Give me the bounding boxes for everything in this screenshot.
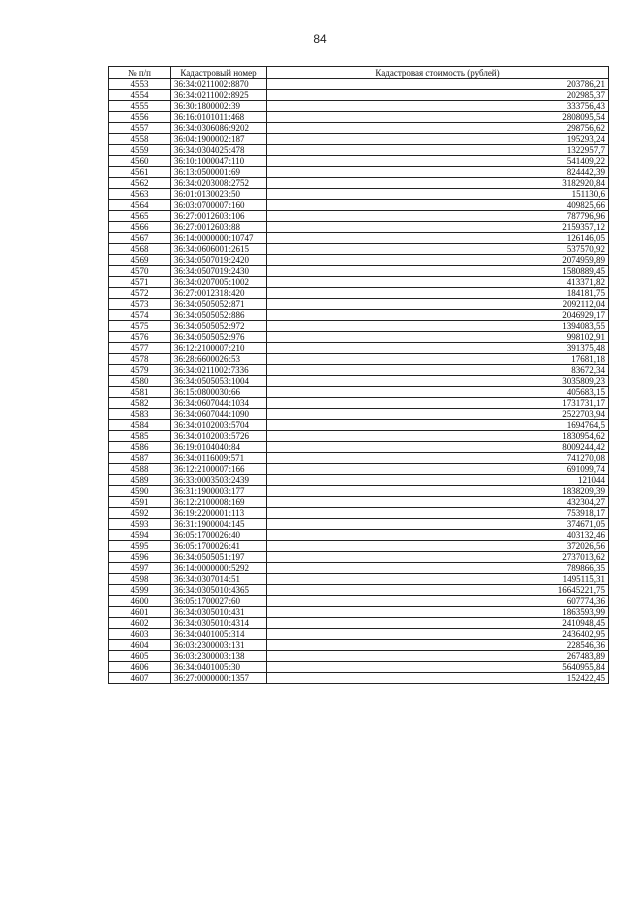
row-index: 4574	[109, 310, 171, 321]
table-row	[109, 343, 609, 354]
row-index: 4583	[109, 409, 171, 420]
cadastral-number: 36:03:0700007:160	[171, 200, 267, 211]
cadastral-number: 36:14:0000000:10747	[171, 233, 267, 244]
row-index: 4606	[109, 662, 171, 673]
row-index: 4586	[109, 442, 171, 453]
table-row	[109, 497, 609, 508]
cadastral-value: 787796,96	[267, 211, 609, 222]
table-row	[109, 266, 609, 277]
cadastral-value-table	[108, 66, 609, 684]
cadastral-number: 36:34:0211002:8870	[171, 79, 267, 90]
table-row	[109, 640, 609, 651]
cadastral-value: 1495115,31	[267, 574, 609, 585]
row-index: 4570	[109, 266, 171, 277]
cadastral-value: 409825,66	[267, 200, 609, 211]
row-index: 4597	[109, 563, 171, 574]
cadastral-number: 36:34:0305010:4365	[171, 585, 267, 596]
cadastral-value: 413371,82	[267, 277, 609, 288]
row-index: 4563	[109, 189, 171, 200]
cadastral-number: 36:05:1700026:41	[171, 541, 267, 552]
cadastral-number: 36:34:0304025:478	[171, 145, 267, 156]
table-row	[109, 519, 609, 530]
row-index: 4559	[109, 145, 171, 156]
cadastral-number: 36:14:0000000:5292	[171, 563, 267, 574]
cadastral-value: 998102,91	[267, 332, 609, 343]
table-row	[109, 420, 609, 431]
cadastral-value: 202985,37	[267, 90, 609, 101]
table-row	[109, 365, 609, 376]
row-index: 4580	[109, 376, 171, 387]
row-index: 4568	[109, 244, 171, 255]
cadastral-number: 36:28:6600026:53	[171, 354, 267, 365]
cadastral-number: 36:34:0505052:972	[171, 321, 267, 332]
row-index: 4582	[109, 398, 171, 409]
cadastral-number: 36:31:1900004:145	[171, 519, 267, 530]
row-index: 4555	[109, 101, 171, 112]
cadastral-value: 2522703,94	[267, 409, 609, 420]
row-index: 4595	[109, 541, 171, 552]
cadastral-value: 1580889,45	[267, 266, 609, 277]
table-row	[109, 596, 609, 607]
cadastral-value: 537570,92	[267, 244, 609, 255]
cadastral-value: 403132,46	[267, 530, 609, 541]
row-index: 4560	[109, 156, 171, 167]
cadastral-number: 36:34:0505052:976	[171, 332, 267, 343]
cadastral-value: 1830954,62	[267, 431, 609, 442]
cadastral-value: 824442,39	[267, 167, 609, 178]
cadastral-number: 36:04:1900002:187	[171, 134, 267, 145]
row-index: 4562	[109, 178, 171, 189]
cadastral-value: 2046929,17	[267, 310, 609, 321]
cadastral-number: 36:19:2200001:113	[171, 508, 267, 519]
cadastral-value: 741270,08	[267, 453, 609, 464]
cadastral-number: 36:34:0305010:4314	[171, 618, 267, 629]
table-row	[109, 134, 609, 145]
cadastral-number: 36:30:1800002:39	[171, 101, 267, 112]
cadastral-number: 36:31:1900003:177	[171, 486, 267, 497]
cadastral-number: 36:34:0207005:1002	[171, 277, 267, 288]
row-index: 4599	[109, 585, 171, 596]
cadastral-value: 8009244,42	[267, 442, 609, 453]
cadastral-value: 3035809,23	[267, 376, 609, 387]
row-index: 4585	[109, 431, 171, 442]
row-index: 4558	[109, 134, 171, 145]
cadastral-number: 36:16:0101011:468	[171, 112, 267, 123]
cadastral-number: 36:34:0305010:431	[171, 607, 267, 618]
table-row	[109, 299, 609, 310]
table-row	[109, 475, 609, 486]
row-index: 4572	[109, 288, 171, 299]
row-index: 4569	[109, 255, 171, 266]
row-index: 4577	[109, 343, 171, 354]
cadastral-number: 36:03:2300003:131	[171, 640, 267, 651]
row-index: 4573	[109, 299, 171, 310]
cadastral-value: 374671,05	[267, 519, 609, 530]
row-index: 4554	[109, 90, 171, 101]
cadastral-number: 36:34:0607044:1090	[171, 409, 267, 420]
table-row	[109, 178, 609, 189]
table-row	[109, 123, 609, 134]
table-row	[109, 200, 609, 211]
cadastral-value: 152422,45	[267, 673, 609, 684]
cadastral-value: 391375,48	[267, 343, 609, 354]
cadastral-number: 36:10:1000047:110	[171, 156, 267, 167]
cadastral-number: 36:03:2300003:138	[171, 651, 267, 662]
cadastral-value: 267483,89	[267, 651, 609, 662]
cadastral-number: 36:15:0800030:66	[171, 387, 267, 398]
row-index: 4590	[109, 486, 171, 497]
row-index: 4598	[109, 574, 171, 585]
table-body	[109, 79, 609, 684]
cadastral-number: 36:19:0104040:84	[171, 442, 267, 453]
row-index: 4592	[109, 508, 171, 519]
cadastral-number: 36:33:0003503:2439	[171, 475, 267, 486]
header-index: № п/п	[109, 67, 171, 79]
cadastral-number: 36:34:0606001:2615	[171, 244, 267, 255]
table-header	[109, 67, 609, 79]
row-index: 4596	[109, 552, 171, 563]
table-row	[109, 541, 609, 552]
table-row	[109, 101, 609, 112]
row-index: 4575	[109, 321, 171, 332]
cadastral-value: 16645221,75	[267, 585, 609, 596]
table-row	[109, 255, 609, 266]
header-cadastral-value: Кадастровая стоимость (рублей)	[267, 67, 609, 79]
table-row	[109, 332, 609, 343]
cadastral-number: 36:34:0211002:8925	[171, 90, 267, 101]
table-row	[109, 574, 609, 585]
row-index: 4566	[109, 222, 171, 233]
row-index: 4587	[109, 453, 171, 464]
row-index: 4578	[109, 354, 171, 365]
table-row	[109, 222, 609, 233]
row-index: 4607	[109, 673, 171, 684]
table-row	[109, 673, 609, 684]
cadastral-value: 405683,15	[267, 387, 609, 398]
table-row	[109, 629, 609, 640]
table-row	[109, 277, 609, 288]
cadastral-value: 2808095,54	[267, 112, 609, 123]
table-row	[109, 112, 609, 123]
table-row	[109, 310, 609, 321]
row-index: 4591	[109, 497, 171, 508]
cadastral-value: 2737013,62	[267, 552, 609, 563]
cadastral-number: 36:34:0307014:51	[171, 574, 267, 585]
cadastral-number: 36:34:0505052:886	[171, 310, 267, 321]
cadastral-number: 36:34:0505053:1004	[171, 376, 267, 387]
row-index: 4571	[109, 277, 171, 288]
cadastral-value: 607774,36	[267, 596, 609, 607]
table-row	[109, 398, 609, 409]
cadastral-value: 2092112,04	[267, 299, 609, 310]
cadastral-number: 36:34:0116009:571	[171, 453, 267, 464]
cadastral-value: 121044	[267, 475, 609, 486]
table-row	[109, 90, 609, 101]
row-index: 4556	[109, 112, 171, 123]
row-index: 4588	[109, 464, 171, 475]
cadastral-value: 2436402,95	[267, 629, 609, 640]
cadastral-value: 83672,34	[267, 365, 609, 376]
cadastral-value: 184181,75	[267, 288, 609, 299]
cadastral-value: 5640955,84	[267, 662, 609, 673]
row-index: 4576	[109, 332, 171, 343]
cadastral-number: 36:34:0507019:2430	[171, 266, 267, 277]
cadastral-value: 1694764,5	[267, 420, 609, 431]
cadastral-value: 298756,62	[267, 123, 609, 134]
cadastral-number: 36:34:0211002:7336	[171, 365, 267, 376]
row-index: 4605	[109, 651, 171, 662]
table-row	[109, 354, 609, 365]
table-row	[109, 607, 609, 618]
table-row	[109, 145, 609, 156]
cadastral-value: 126146,05	[267, 233, 609, 244]
cadastral-value: 372026,56	[267, 541, 609, 552]
cadastral-number: 36:13:0500001:69	[171, 167, 267, 178]
row-index: 4589	[109, 475, 171, 486]
table-row	[109, 552, 609, 563]
cadastral-number: 36:34:0505052:871	[171, 299, 267, 310]
table-row	[109, 288, 609, 299]
cadastral-value: 432304,27	[267, 497, 609, 508]
row-index: 4603	[109, 629, 171, 640]
cadastral-number: 36:01:0130023:50	[171, 189, 267, 200]
cadastral-value: 1838209,39	[267, 486, 609, 497]
row-index: 4564	[109, 200, 171, 211]
cadastral-number: 36:27:0012603:106	[171, 211, 267, 222]
table-row	[109, 508, 609, 519]
row-index: 4553	[109, 79, 171, 90]
cadastral-value: 333756,43	[267, 101, 609, 112]
table-row	[109, 585, 609, 596]
table-row	[109, 189, 609, 200]
table-row	[109, 321, 609, 332]
cadastral-value: 691099,74	[267, 464, 609, 475]
row-index: 4565	[109, 211, 171, 222]
table-row	[109, 244, 609, 255]
cadastral-number: 36:34:0203008:2752	[171, 178, 267, 189]
cadastral-number: 36:34:0505051:197	[171, 552, 267, 563]
table-row	[109, 376, 609, 387]
table-row	[109, 409, 609, 420]
row-index: 4602	[109, 618, 171, 629]
cadastral-number: 36:27:0012603:88	[171, 222, 267, 233]
table-row	[109, 156, 609, 167]
row-index: 4600	[109, 596, 171, 607]
header-row	[109, 67, 609, 79]
table-row	[109, 662, 609, 673]
cadastral-number: 36:34:0507019:2420	[171, 255, 267, 266]
row-index: 4557	[109, 123, 171, 134]
cadastral-number: 36:34:0607044:1034	[171, 398, 267, 409]
cadastral-number: 36:12:2100007:210	[171, 343, 267, 354]
table-row	[109, 563, 609, 574]
row-index: 4561	[109, 167, 171, 178]
cadastral-value: 3182920,84	[267, 178, 609, 189]
row-index: 4584	[109, 420, 171, 431]
cadastral-number: 36:05:1700026:40	[171, 530, 267, 541]
header-cadastral-number: Кадастровый номер	[171, 67, 267, 79]
cadastral-value: 2159357,12	[267, 222, 609, 233]
cadastral-number: 36:05:1700027:60	[171, 596, 267, 607]
table-row	[109, 442, 609, 453]
row-index: 4567	[109, 233, 171, 244]
cadastral-number: 36:34:0306086:9202	[171, 123, 267, 134]
cadastral-number: 36:34:0401005:30	[171, 662, 267, 673]
table-row	[109, 486, 609, 497]
row-index: 4593	[109, 519, 171, 530]
table-row	[109, 79, 609, 90]
cadastral-number: 36:34:0102003:5704	[171, 420, 267, 431]
cadastral-number: 36:27:0012318:420	[171, 288, 267, 299]
cadastral-value: 1394083,55	[267, 321, 609, 332]
cadastral-number: 36:12:2100007:166	[171, 464, 267, 475]
table-row	[109, 453, 609, 464]
cadastral-value: 228546,36	[267, 640, 609, 651]
cadastral-value: 753918,17	[267, 508, 609, 519]
table-row	[109, 431, 609, 442]
cadastral-number: 36:27:0000000:1357	[171, 673, 267, 684]
row-index: 4594	[109, 530, 171, 541]
table-row	[109, 530, 609, 541]
table-row	[109, 211, 609, 222]
cadastral-value: 17681,18	[267, 354, 609, 365]
cadastral-value: 195293,24	[267, 134, 609, 145]
cadastral-value: 789866,35	[267, 563, 609, 574]
row-index: 4604	[109, 640, 171, 651]
cadastral-number: 36:12:2100008:169	[171, 497, 267, 508]
page-number: 84	[313, 32, 327, 46]
table-row	[109, 387, 609, 398]
cadastral-value: 151130,6	[267, 189, 609, 200]
cadastral-value: 2410948,45	[267, 618, 609, 629]
table-row	[109, 167, 609, 178]
table-row	[109, 233, 609, 244]
table-row	[109, 464, 609, 475]
cadastral-value: 203786,21	[267, 79, 609, 90]
table-row	[109, 618, 609, 629]
table-row	[109, 651, 609, 662]
row-index: 4579	[109, 365, 171, 376]
cadastral-value: 1731731,17	[267, 398, 609, 409]
cadastral-value: 1322957,7	[267, 145, 609, 156]
cadastral-value: 541409,22	[267, 156, 609, 167]
row-index: 4581	[109, 387, 171, 398]
cadastral-number: 36:34:0401005:314	[171, 629, 267, 640]
cadastral-value: 2074959,89	[267, 255, 609, 266]
row-index: 4601	[109, 607, 171, 618]
cadastral-number: 36:34:0102003:5726	[171, 431, 267, 442]
cadastral-value: 1863593,99	[267, 607, 609, 618]
